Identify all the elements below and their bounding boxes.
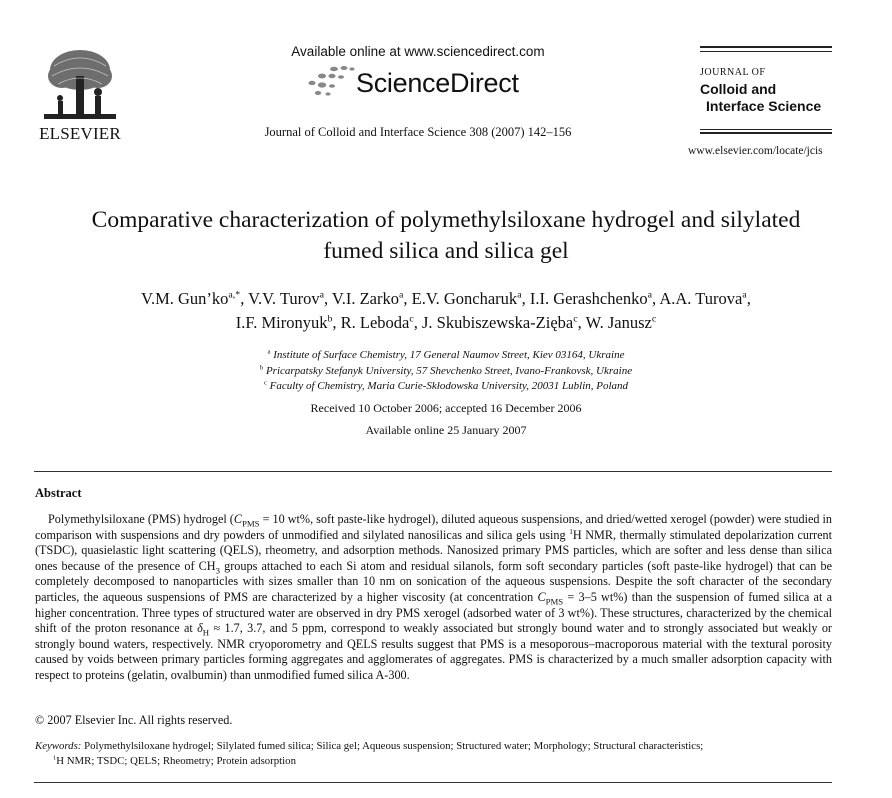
- affiliation-item: [30, 379, 862, 395]
- author-name[interactable]: V.M. Gun’ko: [141, 289, 229, 308]
- affiliation-text: Pricarpatsky Stefanyk University, 57 Shevchenko Street, Ivano-Frankovsk, Ukraine: [265, 364, 633, 377]
- sciencedirect-wordmark: ScienceDirect: [356, 68, 519, 98]
- author-affil-mark[interactable]: a: [398, 289, 404, 301]
- author-affil-mark[interactable]: c: [651, 313, 657, 325]
- affiliation-item: [30, 348, 862, 364]
- author-affil-mark[interactable]: a: [517, 289, 522, 301]
- affiliation-mark: b: [259, 363, 264, 371]
- author-affil-mark[interactable]: a: [742, 289, 747, 301]
- affiliation-mark: a: [267, 348, 271, 356]
- journal-url-link[interactable]: www.elsevier.com/locate/jcis: [688, 145, 823, 157]
- available-online-text: Available online at www.sciencedirect.com: [291, 44, 545, 59]
- keywords-sup: 1: [53, 753, 57, 761]
- publisher-name: ELSEVIER: [39, 124, 121, 143]
- affiliation-mark: c: [263, 379, 267, 387]
- author-affil-mark[interactable]: a: [647, 289, 652, 301]
- author-affil-mark[interactable]: b: [327, 313, 333, 325]
- title-line-1: Comparative characterization of polymethylsiloxane hydrogel and silylated: [91, 207, 801, 233]
- journal-reference: Journal of Colloid and Interface Science 308 (2007) 142–156: [264, 125, 572, 139]
- title-line-2: fumed silica and silica gel: [323, 238, 569, 264]
- elsevier-tree-icon: [40, 46, 120, 122]
- author-name[interactable]: W. Janusz: [585, 313, 652, 332]
- author-name[interactable]: V.V. Turov: [248, 289, 320, 308]
- author-affil-mark[interactable]: a: [319, 289, 324, 301]
- keywords-label: Keywords:: [35, 740, 82, 752]
- sciencedirect-dots-icon: [304, 65, 356, 99]
- author-name[interactable]: J. Skubiszewska-Zięba: [422, 313, 574, 332]
- affiliation-text: Institute of Surface Chemistry, 17 General Naumov Street, Kiev 03164, Ukraine: [273, 349, 625, 361]
- abstract-body: Polymethylsiloxane (PMS) hydrogel ($C_{PMS} = 10$ wt%, soft paste-like hydrogel), diluted aqueous suspensions, and dried/wetted xerogel (powder) were studied in comparison with suspensions and dry powders of unmodified and silylated nanosilicas and silica gels using $^1$H NMR, thermally stimulated depolarization current (TSDC), quasielastic light scattering (QELS), rheometry, and adsorption methods. Nanosized primary PMS particles, which are softer and less dense than silica ones because of the presence of $CH_3$ groups attached to each Si atom and residual silanols, form soft secondary particles (soft paste-like hydrogel) that can be completely decomposed to nanoparticles with sizes smaller than 10 nm on sonication of the aqueous suspensions. Despite the soft character of the secondary particles, the aqueous suspensions of PMS are characterized by a higher viscosity (at concentration $C_{PMS} = 3-5$ wt%) than the suspension of fumed silica at a higher concentration. Three types of structured water are observed in dry PMS xerogel (adsorbed water of 3 wt%). These structures, characterized by the chemical shift of the proton resonance at $\delta_H \approx 1.7$, 3.7, and 5 ppm, correspond to weakly associated but strongly bound water and to strongly associated but weakly or strongly bound waters, respectively. NMR cryoporometry and QELS results suggest that PMS is a mesoporous–macroporous material with the textural porosity caused by voids between primary particles forming aggregates and agglomerates of aggregates. PMS is characterized by a much smaller adsorption capacity with respect to proteins (gelatin, ovalbumin) than unmodified fumed silica A-300.: [35, 512, 833, 682]
- keywords: [35, 739, 832, 768]
- affiliations: [30, 348, 862, 395]
- author-affil-mark[interactable]: a,*: [228, 289, 241, 301]
- abstract-heading: Abstract: [35, 486, 82, 500]
- author-name[interactable]: E.V. Goncharuk: [411, 289, 518, 308]
- journal-box: [700, 46, 832, 134]
- affiliation-item: [30, 364, 862, 380]
- journal-box-top-rule: [700, 46, 832, 52]
- author-name[interactable]: V.I. Zarko: [331, 289, 399, 308]
- journal-name: [700, 64, 832, 115]
- journal-name-line3: Interface Science: [706, 98, 822, 114]
- article-title: [30, 205, 862, 267]
- keywords-line-2: H NMR; TSDC; QELS; Rheometry; Protein adsorption: [56, 754, 296, 767]
- divider-top: [34, 471, 832, 472]
- affiliation-text: Faculty of Chemistry, Maria Curie-Skłodowska University, 20031 Lublin, Poland: [269, 380, 629, 392]
- received-dates: Received 10 October 2006; accepted 16 December 2006: [310, 401, 582, 415]
- author-affil-mark[interactable]: c: [573, 313, 578, 325]
- author-name[interactable]: R. Leboda: [340, 313, 410, 332]
- elsevier-logo: [34, 46, 126, 146]
- keywords-line-1: Polymethylsiloxane hydrogel; Silylated fumed silica; Silica gel; Aqueous suspension; Structured water; Morphology; Structural characteristics;: [81, 740, 704, 752]
- divider-bottom: [34, 782, 832, 783]
- author-name[interactable]: A.A. Turova: [659, 289, 743, 308]
- journal-box-bottom-rule: [700, 129, 832, 134]
- journal-name-line2: Colloid and: [700, 81, 777, 97]
- author-affil-mark[interactable]: c: [409, 313, 414, 325]
- author-name[interactable]: I.I. Gerashchenko: [529, 289, 648, 308]
- author-name[interactable]: I.F. Mironyuk: [235, 313, 328, 332]
- copyright-notice: © 2007 Elsevier Inc. All rights reserved.: [35, 713, 233, 727]
- journal-name-line1: JOURNAL OF: [700, 67, 766, 78]
- center-header: [238, 44, 598, 140]
- author-list: V.M. $Gun’ko^{a,*}$, V.V. Turov$^a$, V.I. Zarko$^a$, E.V. Goncharuk$^a$, I.I. Gerashchenko$^a$, A.A. Turova$^a$, I.F. Mironyuk$^b$, R. Leboda$^c$, J. Skubiszewska-Zięba$^c$, W. Janusz$^c$: [141, 289, 751, 332]
- available-online-date: Available online 25 January 2007: [365, 423, 527, 437]
